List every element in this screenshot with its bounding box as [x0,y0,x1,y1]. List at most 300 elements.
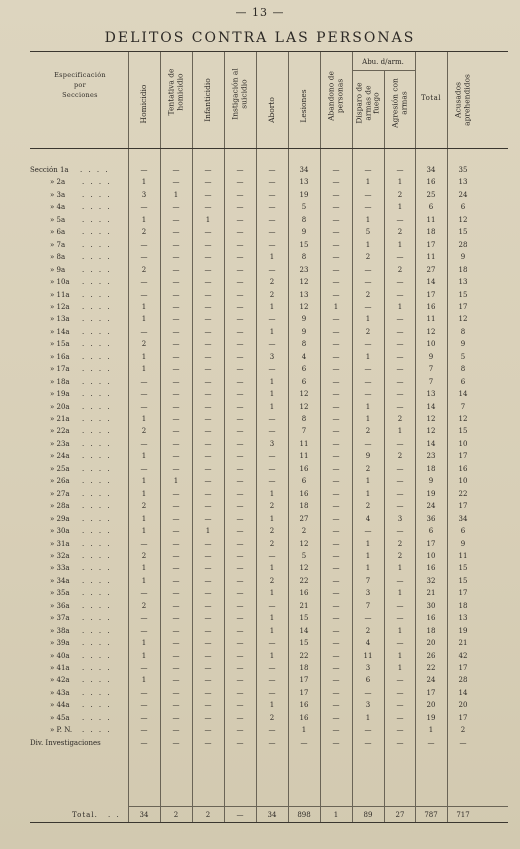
table-cell: — [332,601,340,610]
table-cell: 5 [460,352,466,361]
table-cell: — [236,614,244,623]
leader-dots: . . . . [82,713,112,722]
table-cell: 18 [426,626,436,635]
table-cell: 35 [458,166,468,174]
table-cell: — [236,489,244,498]
table-cell: — [332,626,340,635]
table-cell: — [204,290,212,299]
table-cell: — [268,726,276,735]
table-cell: — [364,738,372,747]
table-cell: 1 [365,315,371,324]
table-cell: 28 [458,240,468,249]
table-cell: 4 [301,352,307,361]
table-cell: — [268,166,276,174]
leader-dots: . . . . [82,253,112,262]
table-cell: — [172,290,180,299]
row-label: » 5a [50,215,66,224]
table-cell: — [172,166,180,174]
leader-dots: . . . . [82,477,112,486]
table-cell: 10 [426,551,436,560]
row-label: » 19a [50,390,70,399]
table-cell: 2 [397,228,403,237]
table-cell: — [268,190,276,199]
table-cell: — [172,564,180,573]
table-cell: — [204,352,212,361]
table-cell: 15 [458,228,468,237]
table-cell: — [236,427,244,436]
table-cell: — [396,439,404,448]
col-header-agresion: Agresión con armas [390,78,408,128]
table-cell: 17 [458,713,468,722]
leader-dots: . . . . [82,626,112,635]
table-cell: 7 [301,427,307,436]
table-cell: 17 [426,688,436,697]
table-cell: — [172,713,180,722]
table-cell: 12 [299,390,309,399]
table-cell: 17 [299,688,309,697]
table-cell: — [172,664,180,672]
table-cell: 3 [269,439,275,448]
row-label: » 18a [50,377,70,386]
spec-header-line2: por [73,81,87,89]
table-cell: — [140,253,148,262]
table-cell: — [236,203,244,212]
table-cell: — [172,701,180,710]
leader-dots: . . . . [82,639,112,648]
table-cell: — [332,701,340,710]
table-cell: — [332,228,340,237]
abu-group-header: Abu. d/arm. [362,58,404,66]
table-cell: 1 [365,352,371,361]
table-cell: 12 [299,278,309,287]
table-cell: 2 [301,527,307,536]
table-cell: — [236,601,244,610]
leader-dots: . . . . [82,551,112,560]
table-cell: — [236,726,244,735]
table-cell: 19 [426,713,436,722]
table-cell: — [332,452,340,461]
leader-dots: . . . . [82,527,112,536]
table-cell: — [332,390,340,399]
table-cell: — [396,402,404,411]
table-cell: 34 [458,514,468,523]
total-cell: 27 [395,811,405,819]
table-cell: 13 [299,290,309,299]
table-cell: — [396,365,404,374]
table-cell: 2 [397,265,403,274]
row-label: » 11a [50,290,70,299]
table-cell: 2 [269,502,275,511]
table-cell: — [140,290,148,299]
table-cell: 6 [301,365,307,374]
table-cell: — [332,240,340,249]
table-cell: 2 [269,290,275,299]
leader-dots: . . . . [82,439,112,448]
table-cell: — [172,576,180,585]
table-cell: — [204,452,212,461]
table-cell: 16 [426,564,436,573]
leader-dots: . . [108,811,121,819]
table-cell: — [140,589,148,598]
table-cell: 12 [299,564,309,573]
table-cell: — [172,352,180,361]
table-cell: 1 [141,676,147,685]
table-cell: — [268,365,276,374]
table-cell: — [236,502,244,511]
table-cell: 16 [299,589,309,598]
table-cell: 23 [426,452,436,461]
table-cell: — [332,340,340,349]
table-cell: 1 [365,564,371,573]
table-cell: — [396,166,404,174]
table-cell: — [364,302,372,311]
table-cell: — [236,402,244,411]
table-cell: — [364,390,372,399]
table-cell: — [396,614,404,623]
abu-group-rule [352,70,415,71]
col-header-acusados: Acusados aprehendidos [453,74,471,126]
table-cell: — [140,539,148,548]
table-cell: 17 [458,502,468,511]
table-cell: — [204,664,212,672]
table-cell: — [236,215,244,224]
table-cell: — [332,688,340,697]
table-cell: 2 [365,427,371,436]
table-cell: — [396,377,404,386]
table-cell: 1 [428,726,434,735]
table-cell: — [140,688,148,697]
table-cell: — [236,514,244,523]
table-cell: — [172,265,180,274]
table-cell: — [332,402,340,411]
table-cell: — [204,639,212,648]
table-cell: 2 [365,253,371,262]
table-cell: — [236,539,244,548]
table-cell: — [332,502,340,511]
table-cell: 6 [460,203,466,212]
leader-dots: . . . . [82,701,112,710]
leader-dots: . . . . [82,427,112,436]
leader-dots: . . . . [82,664,112,672]
table-cell: — [172,215,180,224]
table-cell: — [396,502,404,511]
table-cell: 8 [301,253,307,262]
table-cell: 1 [141,651,147,660]
table-cell: — [396,477,404,486]
table-cell: 1 [269,253,275,262]
table-cell: 6 [460,527,466,536]
table-cell: 2 [269,576,275,585]
table-cell: 1 [141,315,147,324]
leader-dots: . . . . [82,352,112,361]
table-cell: — [204,253,212,262]
table-cell: — [172,502,180,511]
table-cell: — [332,327,340,336]
table-cell: — [396,527,404,536]
row-label: » 8a [50,253,66,262]
table-cell: — [236,589,244,598]
table-cell: — [172,601,180,610]
table-cell: — [236,564,244,573]
table-cell: — [364,439,372,448]
table-cell: — [396,601,404,610]
table-cell: 17 [458,664,468,672]
table-cell: — [300,738,308,747]
table-cell: 18 [458,265,468,274]
row-label: » P. N. [50,726,73,735]
table-cell: 21 [299,601,309,610]
table-cell: 24 [426,676,436,685]
table-cell: — [140,726,148,735]
table-cell: 1 [173,190,179,199]
table-cell: — [204,614,212,623]
leader-dots: . . . . [82,278,112,287]
table-cell: 2 [269,527,275,536]
table-cell: — [204,676,212,685]
table-cell: — [172,626,180,635]
spec-header-line3: Secciones [62,91,98,99]
table-cell: — [396,327,404,336]
table-cell: 2 [365,502,371,511]
page-number: — 13 — [235,6,285,19]
table-cell: 22 [426,664,436,672]
table-cell: — [140,377,148,386]
table-cell: — [364,265,372,274]
table-cell: 6 [301,477,307,486]
leader-dots: . . . . [82,340,112,349]
table-cell: — [332,589,340,598]
table-cell: 16 [299,713,309,722]
table-cell: — [172,302,180,311]
table-cell: 14 [426,439,436,448]
table-cell: 13 [426,390,436,399]
table-cell: — [204,390,212,399]
table-cell: 2 [141,551,147,560]
table-cell: — [332,713,340,722]
table-cell: 16 [426,178,436,187]
table-cell: 15 [458,427,468,436]
table-cell: 7 [365,576,371,585]
table-cell: 2 [269,278,275,287]
table-cell: 11 [458,551,468,560]
table-cell: 2 [365,327,371,336]
table-cell: — [172,527,180,536]
row-label: » 9a [50,265,66,274]
col-header-abandono: Abandono de personas [326,71,344,121]
table-cell: — [204,315,212,324]
col-header-tentativa: Tentativa de homicidio [166,68,184,116]
leader-dots: . . . . [82,514,112,523]
row-label: » 20a [50,402,70,411]
table-cell: 1 [397,427,403,436]
row-label: » 35a [50,589,70,598]
table-cell: 5 [365,228,371,237]
table-cell: 1 [365,539,371,548]
table-cell: 22 [299,651,309,660]
table-cell: — [396,464,404,473]
table-cell: — [172,489,180,498]
table-cell: 1 [269,626,275,635]
row-label: » 27a [50,489,70,498]
table-cell: 9 [365,452,371,461]
table-cell: — [236,415,244,423]
table-cell: — [236,439,244,448]
table-cell: — [236,701,244,710]
row-label: Div. Investigaciones [30,738,101,747]
table-cell: 9 [301,228,307,237]
table-cell: — [268,477,276,486]
table-cell: — [172,390,180,399]
table-cell: 22 [299,576,309,585]
table-cell: 2 [397,551,403,560]
table-cell: 21 [426,589,436,598]
table-cell: 19 [458,626,468,635]
table-cell: — [364,340,372,349]
table-cell: 1 [269,589,275,598]
table-cell: — [204,327,212,336]
table-cell: — [332,253,340,262]
table-cell: — [236,576,244,585]
table-cell: 17 [426,290,436,299]
table-cell: 24 [426,502,436,511]
table-cell: 20 [458,701,468,710]
leader-dots: . . . . [82,402,112,411]
table-cell: — [332,278,340,287]
table-cell: — [268,215,276,224]
table-cell: 2 [141,601,147,610]
table-cell: 11 [299,452,309,461]
table-cell: — [236,327,244,336]
table-cell: — [332,477,340,486]
table-cell: 8 [460,365,466,374]
table-cell: — [268,315,276,324]
table-cell: 16 [299,701,309,710]
table-cell: — [332,576,340,585]
leader-dots: . . . . [82,315,112,324]
row-label: » 16a [50,352,70,361]
table-cell: — [396,315,404,324]
table-cell: 1 [269,614,275,623]
table-cell: 7 [460,402,466,411]
table-cell: — [268,688,276,697]
table-cell: — [140,390,148,399]
table-cell: — [236,527,244,536]
table-cell: 14 [426,402,436,411]
table-cell: — [172,738,180,747]
table-cell: — [459,738,467,747]
table-cell: — [332,290,340,299]
table-cell: 1 [397,564,403,573]
table-cell: 2 [141,265,147,274]
table-cell: 1 [141,477,147,486]
row-label: » 2a [50,178,66,187]
row-label: » 13a [50,315,70,324]
table-cell: — [236,166,244,174]
table-cell: 13 [458,178,468,187]
table-cell: — [268,464,276,473]
leader-dots: . . . . [82,601,112,610]
table-cell: — [332,439,340,448]
row-label: » 39a [50,639,70,648]
leader-dots: . . . . [82,290,112,299]
table-cell: 6 [428,203,434,212]
table-cell: — [332,514,340,523]
table-cell: — [268,228,276,237]
table-cell: — [332,614,340,623]
table-cell: 1 [397,240,403,249]
table-cell: — [268,738,276,747]
leader-dots: . . . . [82,377,112,386]
table-cell: — [172,726,180,735]
leader-dots: . . . . [82,302,112,311]
table-cell: 9 [301,327,307,336]
table-cell: 1 [269,377,275,386]
leader-dots: . . . . [82,564,112,573]
leader-dots: . . . . [82,688,112,697]
table-cell: — [172,402,180,411]
table-cell: — [332,551,340,560]
leader-dots: . . . . [82,178,112,187]
table-cell: — [364,688,372,697]
table-cell: 18 [299,502,309,511]
table-cell: 20 [426,639,436,648]
row-label: » 12a [50,302,70,311]
leader-dots: . . . . [82,489,112,498]
table-cell: — [396,290,404,299]
table-cell: — [332,166,340,174]
table-cell: — [396,253,404,262]
table-cell: 17 [426,539,436,548]
table-cell: 2 [397,190,403,199]
table-cell: — [140,278,148,287]
table-cell: — [268,601,276,610]
row-label: » 6a [50,228,66,237]
table-cell: — [204,564,212,573]
row-label: » 15a [50,340,70,349]
table-cell: — [172,614,180,623]
table-cell: — [332,427,340,436]
table-cell: — [140,626,148,635]
table-cell: — [236,302,244,311]
table-cell: — [236,713,244,722]
table-cell: 2 [269,539,275,548]
table-cell: 15 [299,639,309,648]
table-cell: — [332,738,340,747]
table-cell: — [332,676,340,685]
table-cell: 3 [365,664,371,672]
table-cell: — [332,365,340,374]
table-cell: — [204,539,212,548]
table-cell: — [236,265,244,274]
leader-dots: . . . . [82,539,112,548]
table-cell: 1 [365,551,371,560]
table-cell: — [172,178,180,187]
table-cell: — [204,340,212,349]
table-cell: 2 [269,713,275,722]
table-cell: 14 [299,626,309,635]
table-cell: 10 [458,439,468,448]
table-cell: — [204,651,212,660]
table-cell: 13 [299,178,309,187]
total-cell: 898 [297,811,311,819]
table-cell: — [204,427,212,436]
table-cell: 1 [269,302,275,311]
table-cell: — [140,402,148,411]
table-cell: 1 [269,327,275,336]
total-cell: 717 [456,811,470,819]
table-cell: 9 [428,477,434,486]
total-cell: 2 [205,811,211,819]
